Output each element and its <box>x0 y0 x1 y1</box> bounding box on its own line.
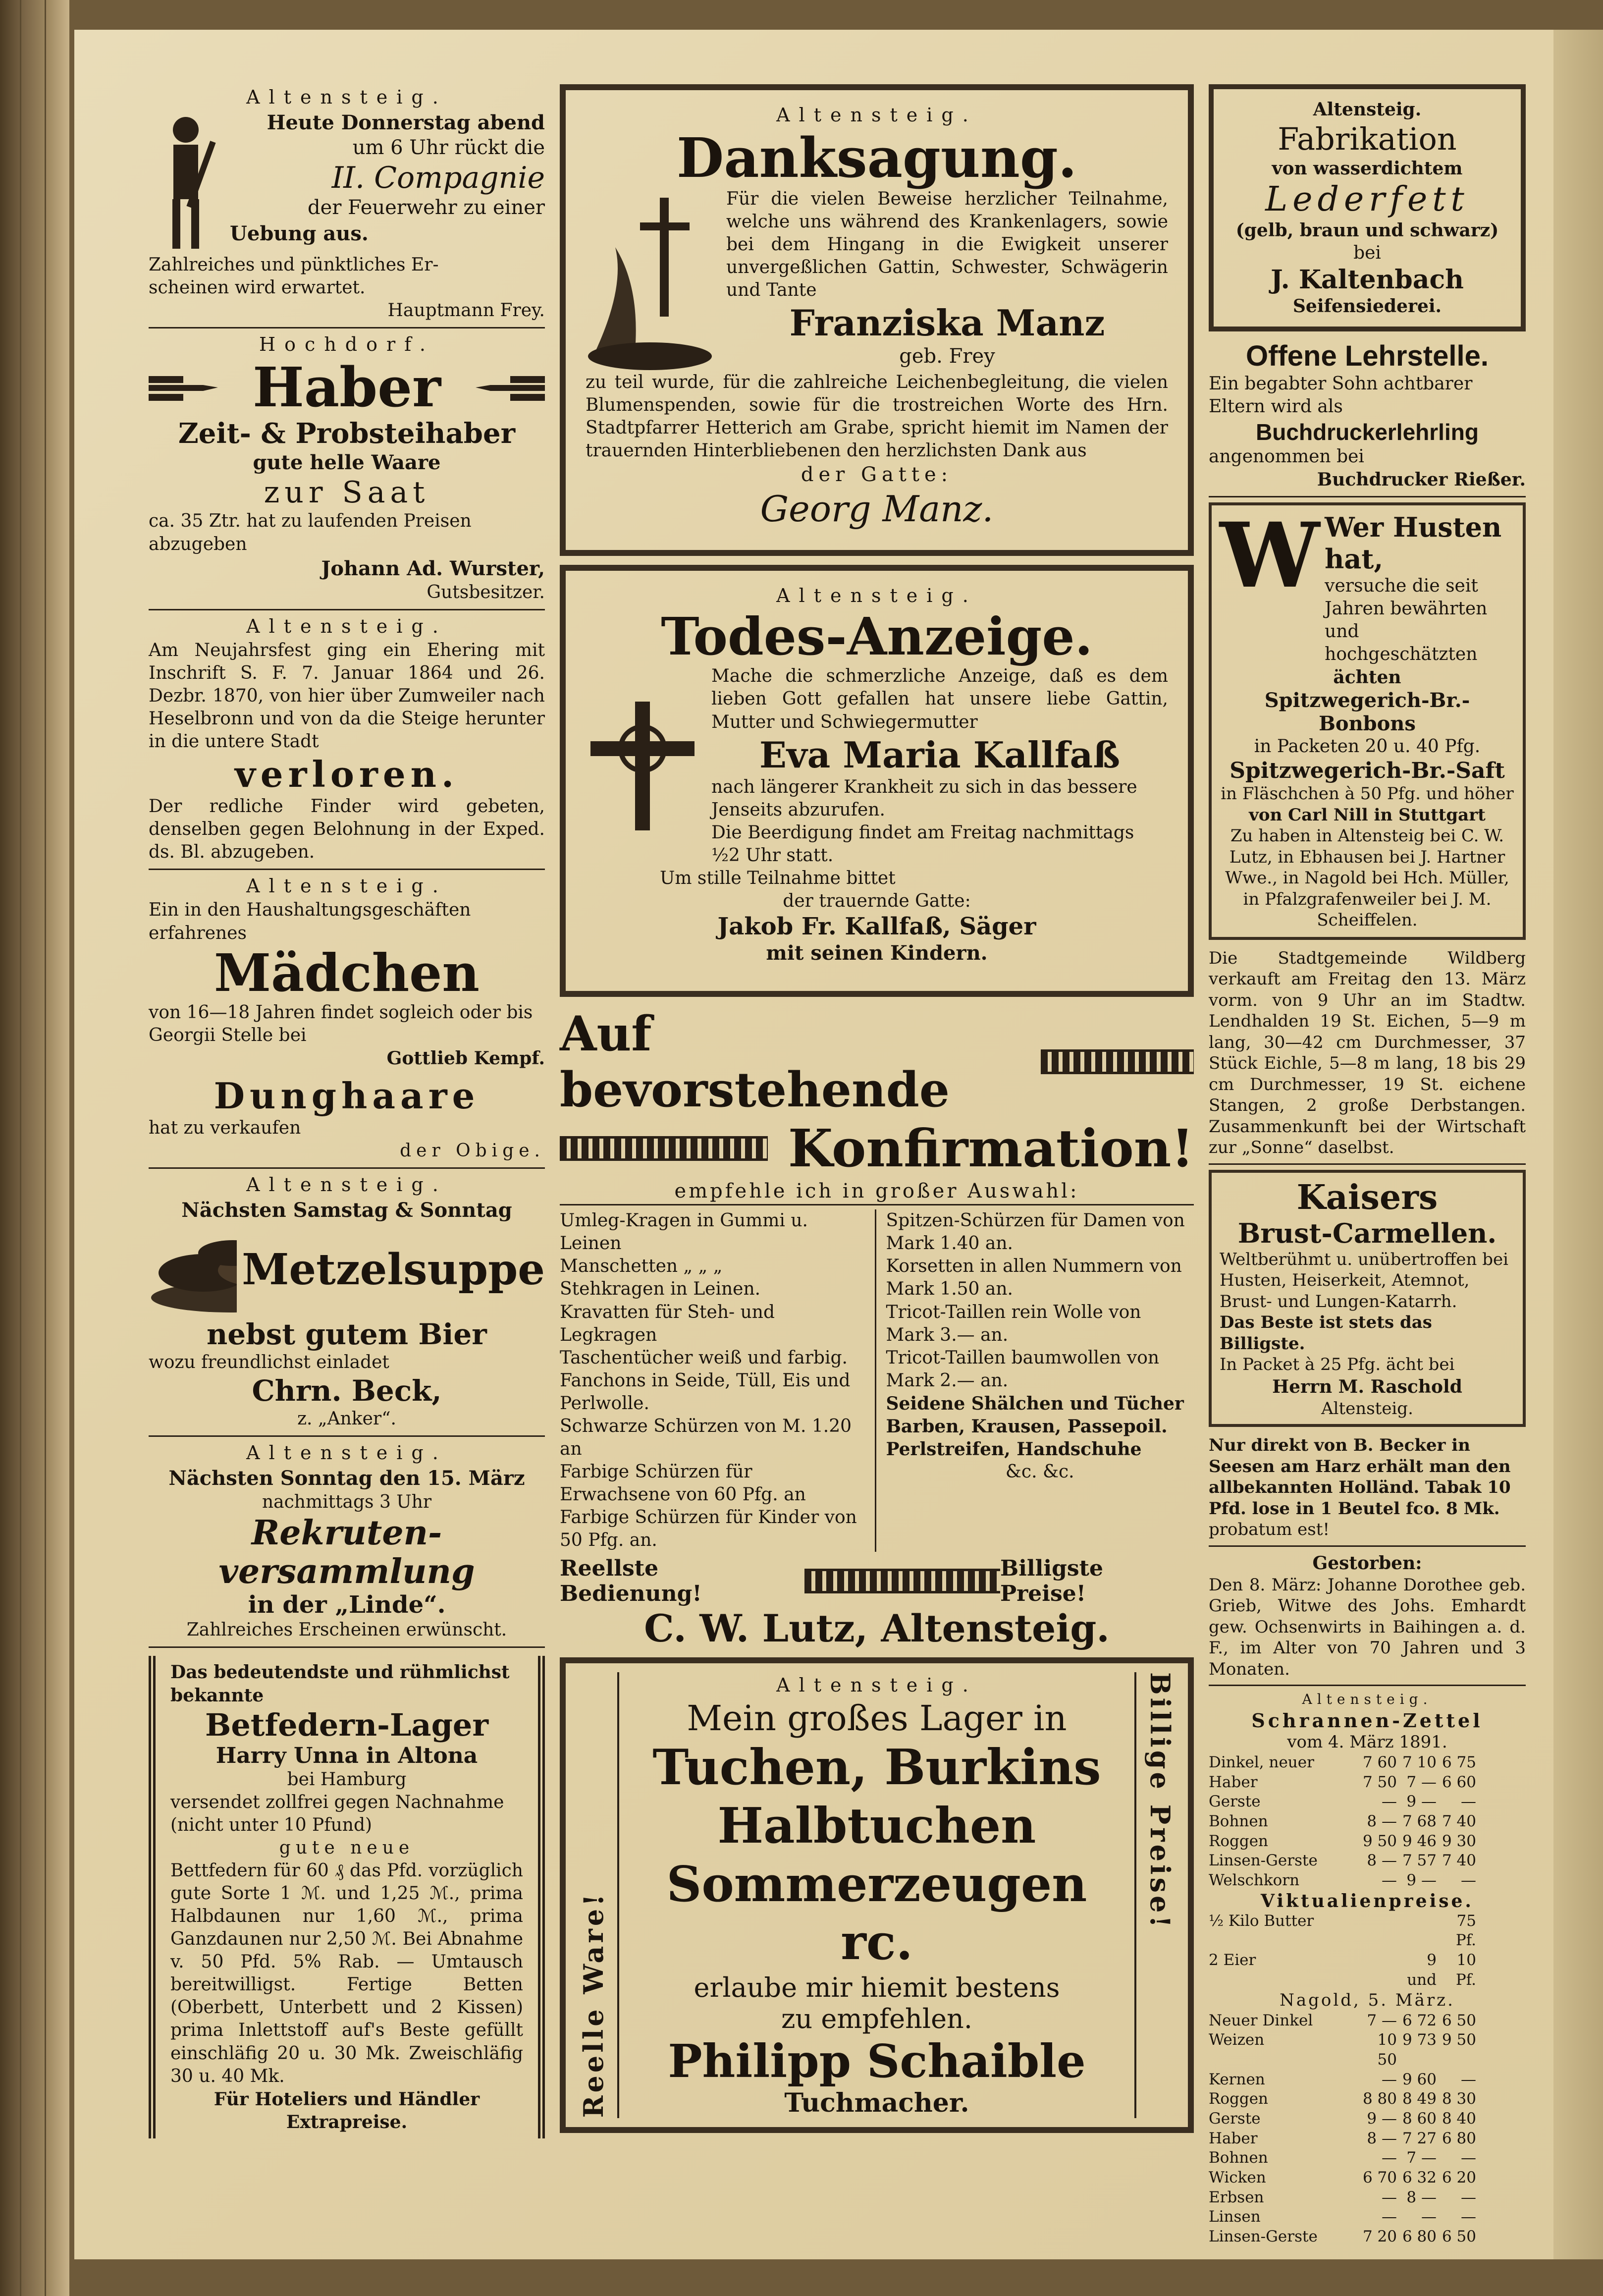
ad-signature: Chrn. Beck, <box>252 1373 442 1408</box>
ad-line: Billigste Preise! <box>1000 1556 1103 1607</box>
ad-text: Der redliche Finder wird gebeten, denselben gegen Belohnung in der Exped. ds. Bl. abzugeben. <box>149 796 545 863</box>
ad-location: Altensteig. <box>246 1441 447 1464</box>
cell-value: 6 75 <box>1442 1753 1476 1771</box>
ad-location: Altensteig. <box>776 1674 977 1696</box>
list-item: Kravatten für Steh- und Legkragen <box>560 1302 775 1345</box>
ad-line: von Carl Nill in Stuttgart <box>1249 805 1486 825</box>
ad-todesanzeige <box>560 565 1194 997</box>
table-row <box>1209 2089 1526 2109</box>
ad-title: Halbtuchen <box>717 1797 1036 1855</box>
cell-label: 2 Eier <box>1209 1951 1256 1969</box>
cell-value: 75 Pf. <box>1455 1912 1476 1950</box>
ad-signature: Buchdrucker Rießer. <box>1317 469 1526 490</box>
cell-value: 8 — <box>1406 2188 1437 2206</box>
ad-line: erlaube mir hiemit bestens <box>694 1971 1060 2003</box>
cell-value: 7 57 <box>1402 1852 1437 1870</box>
ad-line: Nächsten Sonntag den 15. März <box>168 1466 525 1490</box>
ad-title: Danksagung. <box>676 126 1077 190</box>
cell-value: 9 — <box>1406 1871 1437 1889</box>
section-title: Gestorben: <box>1312 1552 1422 1574</box>
firefighter-icon <box>149 110 223 254</box>
ad-title: verloren. <box>234 753 459 796</box>
ad-text: Zu haben in Altensteig bei C. W. Lutz, in Ebhausen bei J. Hartner Wwe., in Nagold bei Hch. Müller, in Pfalzgrafenweiler bei J. M. Scheiffelen. <box>1225 826 1509 930</box>
ad-subtitle: nebst gutem Bier <box>207 1317 487 1351</box>
ad-location: Altensteig. <box>246 615 447 637</box>
cell-label: Linsen-Gerste <box>1209 1852 1318 1870</box>
list-item: Perlstreifen, Handschuhe <box>886 1438 1142 1460</box>
ad-title: Dunghaare <box>214 1075 480 1117</box>
cell-value: — <box>1382 1793 1397 1811</box>
table-row <box>1209 2129 1526 2149</box>
cell-value: 7 60 <box>1362 1753 1397 1771</box>
ad-signature: Hauptmann Frey. <box>387 300 545 321</box>
ad-line: Zahlreiches Erscheinen erwünscht. <box>186 1620 507 1640</box>
book-spine <box>0 0 69 2296</box>
product-name: Spitzwegerich-Br.-Bonbons <box>1264 689 1470 736</box>
cell-value <box>1357 1951 1397 1990</box>
ad-line: der Gatte: <box>801 463 953 487</box>
cell-value: 8 — <box>1367 2129 1397 2147</box>
list-item: Farbige Schürzen für Erwachsene von 60 Pfg. an <box>560 1462 806 1505</box>
cell-value: 9 30 <box>1442 1832 1476 1850</box>
ad-headline: Auf bevorstehende <box>560 1006 950 1118</box>
ad-tabak <box>1209 1435 1526 1540</box>
ad-wildberg: Die Stadtgemeinde Wildberg verkauft am Freitag den 13. März vorm. von 9 Uhr an im Stadtw. Lendhalden 19 St. Eichen, 5—9 m lang, 30—42 cm Durchmesser, 37 Stück Eichle, 5—8 m lang, 18 bis 29 cm Durchmesser, 19 St. eichene Stangen, 2 große Derbstangen. Zusammenkunft bei der Wirtschaft zur „Sonne“ daselbst. <box>1209 948 1526 1158</box>
ad-signature: Gottlieb Kempf. <box>386 1048 545 1069</box>
cell-value: 7 — <box>1406 1773 1437 1791</box>
ad-line: Reellste Bedienung! <box>560 1556 702 1607</box>
ad-rekruten <box>149 1442 545 1642</box>
ad-line: in Packeten 20 u. 40 Pfg. <box>1254 736 1481 757</box>
item-list-left <box>560 1209 876 1552</box>
ad-metzelsuppe <box>149 1174 545 1430</box>
ad-text: Die Beerdigung findet am Freitag nachmittags ½2 Uhr statt. <box>711 822 1134 866</box>
ad-line: ca. 35 Ztr. hat zu laufenden Preisen <box>149 511 472 532</box>
ad-ring <box>149 615 545 864</box>
ad-line: zur Saat <box>264 475 430 510</box>
table-row <box>1209 2070 1526 2090</box>
ad-tag: probatum est! <box>1209 1520 1330 1540</box>
hand-pointer-icon <box>149 370 218 405</box>
ad-line: von wasserdichtem <box>1272 158 1463 179</box>
ad-text: nach längerer Krankheit zu sich in das bessere Jenseits abzurufen. <box>711 776 1137 820</box>
cell-value: 7 40 <box>1442 1852 1476 1870</box>
ad-kaiser <box>1209 1170 1526 1427</box>
ad-line: der trauernde Gatte: <box>783 891 971 912</box>
ad-title: Sommerzeugen rc. <box>666 1856 1087 1971</box>
cell-label: Neuer Dinkel <box>1209 2011 1313 2029</box>
ad-text: zu teil wurde, für die zahlreiche Leichenbegleitung, die vielen Blumenspenden, sowie für die trostreichen Worte des Hrn. Stadtpfarrer Hetterich am Grabe, spricht hiemit im Namen der trauernden Hinterbliebenen den herzlichsten Dank aus <box>586 372 1168 461</box>
product-name: Spitzwegerich-Br.-Saft <box>1229 758 1505 784</box>
notice-gestorben <box>1209 1552 1526 1680</box>
ad-subtitle: Zeit- & Probsteihaber <box>178 417 516 450</box>
cell-value: 7 10 <box>1402 1753 1437 1771</box>
ad-line: Um stille Teilnahme bittet <box>660 868 896 888</box>
list-item: Seidene Shälchen und Tücher <box>886 1393 1184 1414</box>
cell-value: — <box>1461 2149 1476 2167</box>
price-table <box>1209 2011 1526 2247</box>
ad-bettfedern <box>149 1656 545 2138</box>
cell-value: 6 80 <box>1442 2129 1476 2147</box>
hand-pointer-icon <box>476 370 545 405</box>
section-title: Viktualienpreise. <box>1261 1890 1474 1912</box>
side-text: Billige Preise! <box>1144 1672 1176 1931</box>
ad-line: in der „Linde“. <box>248 1591 446 1619</box>
grave-cross-icon <box>586 188 714 371</box>
ad-lederfett <box>1209 84 1526 331</box>
binding-line <box>20 0 21 2296</box>
column-left <box>149 84 545 2138</box>
notice-text: Den 8. März: Johanne Dorothee geb. Grieb, Witwe des Johs. Emhardt gew. Ochsenwirts in Baihingen a. d. F., im Alter von 70 Jahren und 3 Monaten. <box>1209 1575 1526 1679</box>
cell-value: — <box>1461 1793 1476 1811</box>
ad-signature: Seifensiederei. <box>1292 296 1442 317</box>
ad-title: Haber <box>252 355 441 420</box>
list-item: Schwarze Schürzen von M. 1.20 an <box>560 1416 852 1459</box>
ad-line: um 6 Uhr rückt die <box>352 136 545 160</box>
ad-location: Altensteig. <box>776 104 977 126</box>
list-item: Fanchons in Seide, Tüll, Eis und Perlwolle. <box>560 1370 851 1414</box>
ad-line: Für Hoteliers und Händler Extrapreise. <box>214 2088 480 2132</box>
cell-value: 8 — <box>1367 1812 1397 1830</box>
ad-line: bei Hamburg <box>287 1769 407 1790</box>
ad-subtitle: Buchdruckerlehrling <box>1256 419 1479 445</box>
ad-signature: Altensteig. <box>1321 1398 1413 1419</box>
binding-line <box>45 0 46 2296</box>
table-row <box>1209 2227 1526 2247</box>
ad-title: Metzelsuppe <box>242 1245 545 1295</box>
cell-label: Gerste <box>1209 1793 1261 1811</box>
ad-text: Nur direkt von B. Becker in Seesen am Harz erhält man den allbekannten Holländ. Tabak 10 Pfd. lose in 1 Beutel fco. 8 Mk. <box>1209 1435 1511 1519</box>
table-row <box>1209 1792 1526 1812</box>
table-row <box>1209 2030 1526 2070</box>
chain-ornament <box>804 1569 1000 1593</box>
cell-value: 9 50 <box>1362 1832 1397 1850</box>
ad-signature: mit seinen Kindern. <box>766 941 988 965</box>
cell-value: 6 50 <box>1442 2228 1476 2246</box>
cell-value: 9 50 <box>1442 2031 1476 2049</box>
cell-value: 7 27 <box>1402 2129 1437 2147</box>
cell-value: 9 — <box>1406 1793 1437 1811</box>
ad-line: nachmittags 3 Uhr <box>262 1491 432 1512</box>
ad-text: Für die vielen Beweise herzlicher Teilnahme, welche uns während des Krankenlagers, sowie bei dem Hingang in die Ewigkeit unserer unvergeßlichen Gattin, Schwester, Schwägerin und Tante <box>726 189 1168 301</box>
cell-value: 6 20 <box>1442 2169 1476 2187</box>
ad-line: scheinen wird erwartet. <box>149 277 366 298</box>
ad-text: Bettfedern für 60 ₰ das Pfd. vorzüglich gute Sorte 1 ℳ. und 1,25 ℳ., prima Halbdaunen nur 1,60 ℳ., prima Ganzdaunen nur 2,50 ℳ. Bei Abnahme v. 50 Pfd. 5% Rab. — Umtausch bereitwilligst. Fertige Betten (Oberbett, Unterbett und 2 Kissen) prima Inlettstoff auf's Beste gefüllt einschläfig 20 u. 30 Mk. Zweischläfig 30 u. 40 Mk. <box>170 1860 523 2086</box>
cell-value: 6 70 <box>1362 2169 1397 2187</box>
table-row <box>1209 1871 1526 1891</box>
ad-line: Uebung aus. <box>230 221 369 245</box>
cell-label: Bohnen <box>1209 1812 1268 1830</box>
ad-title: Offene Lehrstelle. <box>1246 340 1489 373</box>
cell-value: 6 32 <box>1402 2169 1437 2187</box>
cell-value <box>1357 1912 1397 1951</box>
chain-ornament <box>1041 1049 1194 1074</box>
cell-value: 6 72 <box>1402 2011 1437 2029</box>
ad-signature: Philipp Schaible <box>668 2034 1086 2088</box>
table-row <box>1209 1912 1526 1951</box>
ad-title: Tuchen, Burkins <box>652 1739 1101 1797</box>
ad-husten <box>1209 502 1526 940</box>
ad-maedchen <box>149 875 545 1070</box>
ad-haber <box>149 333 545 604</box>
ad-title: Wer Husten hat, <box>1325 511 1502 575</box>
cell-label: Gerste <box>1209 2110 1261 2128</box>
cell-value: — <box>1461 2208 1476 2226</box>
cell-label: Linsen <box>1209 2208 1261 2226</box>
ad-title: Mädchen <box>214 942 480 1003</box>
ad-danksagung <box>560 84 1194 556</box>
list-item: &c. &c. <box>1005 1462 1074 1482</box>
ad-location: Altensteig. <box>246 875 447 897</box>
ad-title: Betfedern-Lager <box>205 1706 489 1743</box>
ad-location: Altensteig. <box>1313 99 1422 120</box>
ad-line: der Feuerwehr zu einer <box>308 196 545 219</box>
cell-value: 9 73 <box>1402 2031 1437 2049</box>
cell-value: 7 — <box>1367 2011 1397 2029</box>
ad-signature: J. Kaltenbach <box>1271 265 1464 295</box>
column-right <box>1209 84 1526 2247</box>
cell-value: 7 — <box>1406 2149 1437 2167</box>
cell-value: 9 60 <box>1402 2070 1437 2088</box>
ad-konfirmation <box>560 1006 1194 1650</box>
ad-line: versendet zollfrei gegen Nachnahme (nicht unter 10 Pfund) <box>170 1792 504 1835</box>
ad-line: ächten <box>1333 667 1401 688</box>
ad-title: Todes-Anzeige. <box>661 606 1093 667</box>
ad-signature: Johann Ad. Wurster, <box>321 556 545 580</box>
ad-signature: z. „Anker“. <box>297 1408 396 1429</box>
ad-line: in Fläschchen à 50 Pfg. und höher <box>1221 784 1514 804</box>
cell-value: 6 50 <box>1442 2011 1476 2029</box>
ad-line: Heute Donnerstag abend <box>267 111 545 134</box>
ad-line: geb. Frey <box>899 345 995 368</box>
ad-line: angenommen bei <box>1209 446 1364 467</box>
cell-value: 8 49 <box>1402 2090 1437 2108</box>
ad-signature: Tuchmacher. <box>784 2087 969 2118</box>
cell-value: — <box>1382 2149 1397 2167</box>
ad-line: empfehle ich in großer Auswahl: <box>674 1180 1079 1203</box>
table-row <box>1209 1951 1526 1990</box>
cell-label: Kernen <box>1209 2070 1265 2088</box>
ad-line: wozu freundlichst einladet <box>149 1352 389 1372</box>
ad-line: Ein begabter Sohn achtbarer Eltern wird als <box>1209 374 1473 417</box>
table-row <box>1209 1832 1526 1852</box>
list-item: Umleg-Kragen in Gummi u. Leinen <box>560 1210 808 1254</box>
sausage-platter-icon <box>149 1223 237 1317</box>
cell-value: 7 40 <box>1442 1812 1476 1830</box>
ad-headline: Konfirmation! <box>788 1118 1194 1179</box>
table-row <box>1209 2011 1526 2031</box>
deceased-name: Eva Maria Kallfaß <box>759 733 1121 776</box>
table-row <box>1209 2148 1526 2168</box>
list-item: Barben, Krausen, Passepoil. <box>886 1416 1168 1437</box>
cell-value: 9 — <box>1367 2110 1397 2128</box>
list-item: Spitzen-Schürzen für Damen von Mark 1.40 an. <box>886 1210 1185 1254</box>
list-item: Manschetten „ „ „ <box>560 1256 723 1277</box>
cell-label: Erbsen <box>1209 2188 1264 2206</box>
ad-signature: C. W. Lutz, Altensteig. <box>644 1606 1110 1651</box>
cell-value: 9 und <box>1407 1951 1437 1989</box>
side-text: Reelle Ware! <box>578 1891 609 2118</box>
ad-text: Weltberühmt u. unübertroffen bei Husten, Heiserkeit, Atemnot, Brust- und Lungen-Katarrh. <box>1220 1249 1508 1312</box>
ad-dunghaare <box>149 1075 545 1162</box>
ad-line: Mein großes Lager in <box>687 1698 1067 1739</box>
cell-value: 7 68 <box>1402 1812 1437 1830</box>
ad-signature: Jakob Fr. Kallfaß, Säger <box>717 913 1036 941</box>
ornate-cross-icon <box>586 697 699 835</box>
cell-value <box>1397 1912 1437 1951</box>
cell-value: — <box>1382 2188 1397 2206</box>
ad-line: Harry Unna in Altona <box>215 1743 478 1768</box>
drop-cap-w: W <box>1220 503 1320 608</box>
ad-location: Hochdorf. <box>259 333 434 356</box>
cell-label: Welschkorn <box>1209 1871 1300 1889</box>
cell-label: Dinkel, neuer <box>1209 1753 1314 1771</box>
ad-line: In Packet à 25 Pfg. ächt bei <box>1220 1355 1455 1375</box>
list-item: Tricot-Taillen baumwollen von Mark 2.— an. <box>886 1347 1160 1391</box>
ad-text: Mache die schmerzliche Anzeige, daß es dem lieben Gott gefallen hat unsere liebe Gattin, Mutter und Schwiegermutter <box>711 666 1168 732</box>
table-row <box>1209 1753 1526 1773</box>
ad-signature: Herrn M. Raschold <box>1272 1376 1462 1397</box>
deceased-name: Franziska Manz <box>789 302 1105 344</box>
cell-value: — <box>1421 2208 1437 2226</box>
ad-signature: der Obige. <box>400 1141 545 1161</box>
table-row <box>1209 1851 1526 1871</box>
ad-line: bei <box>1353 243 1381 264</box>
cell-value: 8 40 <box>1442 2110 1476 2128</box>
cell-value: 8 — <box>1367 1852 1397 1870</box>
ad-line: Nächsten Samstag & Sonntag <box>181 1199 512 1222</box>
cell-label: Wicken <box>1209 2169 1266 2187</box>
ad-line: Ein in den Haushaltungsgeschäften erfahrenes <box>149 900 471 943</box>
chain-ornament <box>560 1136 768 1161</box>
table-row <box>1209 2188 1526 2208</box>
ad-line: Zahlreiches und pünktliches Er- <box>149 255 439 275</box>
section-title: Schrannen-Zettel <box>1251 1709 1483 1732</box>
cell-value: — <box>1461 1871 1476 1889</box>
cell-value: 6 60 <box>1442 1773 1476 1791</box>
ad-line: Das Beste ist stets das Billigste. <box>1220 1312 1432 1354</box>
ad-line: versuche die seit Jahren bewährten und hochgeschätzten <box>1325 575 1488 664</box>
ad-line: Das bedeutendste und rühmlichst bekannte <box>170 1662 510 1706</box>
ad-location: Altensteig. <box>246 1174 447 1196</box>
ad-signature: Gutsbesitzer. <box>427 582 545 602</box>
table-row <box>1209 2207 1526 2227</box>
cell-label: Haber <box>1209 2129 1258 2147</box>
cell-value: 10 50 <box>1377 2031 1397 2069</box>
ad-location: Altensteig. <box>776 585 977 606</box>
cell-value: 8 30 <box>1442 2090 1476 2108</box>
ad-line: (gelb, braun und schwarz) <box>1235 220 1499 241</box>
list-item: Stehkragen in Leinen. <box>560 1279 761 1300</box>
column-middle <box>560 84 1194 2141</box>
cell-label: Haber <box>1209 1773 1258 1791</box>
table-row <box>1209 2168 1526 2188</box>
cell-value: — <box>1382 2070 1397 2088</box>
ad-line: zu empfehlen. <box>781 2003 972 2034</box>
ad-title: Kaisers <box>1296 1177 1438 1217</box>
ad-tuchmacher <box>560 1657 1194 2132</box>
ad-title: Lederfett <box>1265 180 1469 219</box>
list-item: Tricot-Taillen rein Wolle von Mark 3.— an. <box>886 1302 1141 1345</box>
cell-value: — <box>1382 2208 1397 2226</box>
price-table <box>1209 1912 1526 1990</box>
item-list-right <box>886 1209 1194 1552</box>
page-edge <box>1553 30 1603 2259</box>
ad-signature: Georg Manz. <box>760 488 994 530</box>
cell-value: 10 Pf. <box>1455 1951 1476 1989</box>
cell-label: Roggen <box>1209 1832 1269 1850</box>
cell-value: 9 46 <box>1402 1832 1437 1850</box>
table-row <box>1209 1812 1526 1832</box>
cell-value: 8 60 <box>1402 2110 1437 2128</box>
cell-label: Weizen <box>1209 2031 1265 2049</box>
cell-value: 7 20 <box>1362 2228 1397 2246</box>
cell-value: 8 80 <box>1362 2090 1397 2108</box>
cell-value: — <box>1382 1871 1397 1889</box>
ad-location: Altensteig. <box>246 86 447 108</box>
ad-line: gute neue <box>279 1837 415 1858</box>
cell-label: Roggen <box>1209 2090 1269 2108</box>
cell-value: 7 50 <box>1362 1773 1397 1791</box>
section-date: vom 4. März 1891. <box>1287 1732 1447 1752</box>
list-item: Korsetten in allen Nummern von Mark 1.50 an. <box>886 1256 1182 1300</box>
cell-label: ½ Kilo Butter <box>1209 1912 1314 1930</box>
cell-value: — <box>1461 2070 1476 2088</box>
cell-label: Bohnen <box>1209 2149 1268 2167</box>
ad-line: von 16—18 Jahren findet sogleich oder bis Georgii Stelle bei <box>149 1002 533 1046</box>
ad-line: abzugeben <box>149 534 247 554</box>
price-table <box>1209 1753 1526 1891</box>
ad-subtitle: Brust-Carmellen. <box>1237 1217 1497 1249</box>
section-date: Nagold, 5. März. <box>1280 1990 1455 2011</box>
ad-line: hat zu verkaufen <box>149 1118 301 1139</box>
cell-value: — <box>1461 2188 1476 2206</box>
table-row <box>1209 1773 1526 1793</box>
ad-text: Am Neujahrsfest ging ein Ehering mit Inschrift S. F. 7. Januar 1864 und 26. Dezbr. 1870, von hier über Zumweiler nach Heselbronn und von da die Steige herunter in die untere Stadt <box>149 640 545 752</box>
ad-feuerwehr <box>149 86 545 322</box>
ad-title: Fabrikation <box>1278 121 1457 158</box>
ad-location: Altensteig. <box>1302 1691 1433 1708</box>
ad-line: gute helle Waare <box>253 451 441 475</box>
list-item: Taschentücher weiß und farbig. <box>560 1347 848 1368</box>
ad-title: Rekruten-versammlung <box>218 1513 475 1592</box>
market-prices <box>1209 1691 1526 2246</box>
cell-value: 6 80 <box>1402 2228 1437 2246</box>
cell-label: Linsen-Gerste <box>1209 2228 1318 2246</box>
table-row <box>1209 2109 1526 2129</box>
ad-lehrstelle <box>1209 339 1526 491</box>
ad-headline: II. Compagnie <box>331 161 545 196</box>
list-item: Farbige Schürzen für Kinder von 50 Pfg. an. <box>560 1507 857 1551</box>
